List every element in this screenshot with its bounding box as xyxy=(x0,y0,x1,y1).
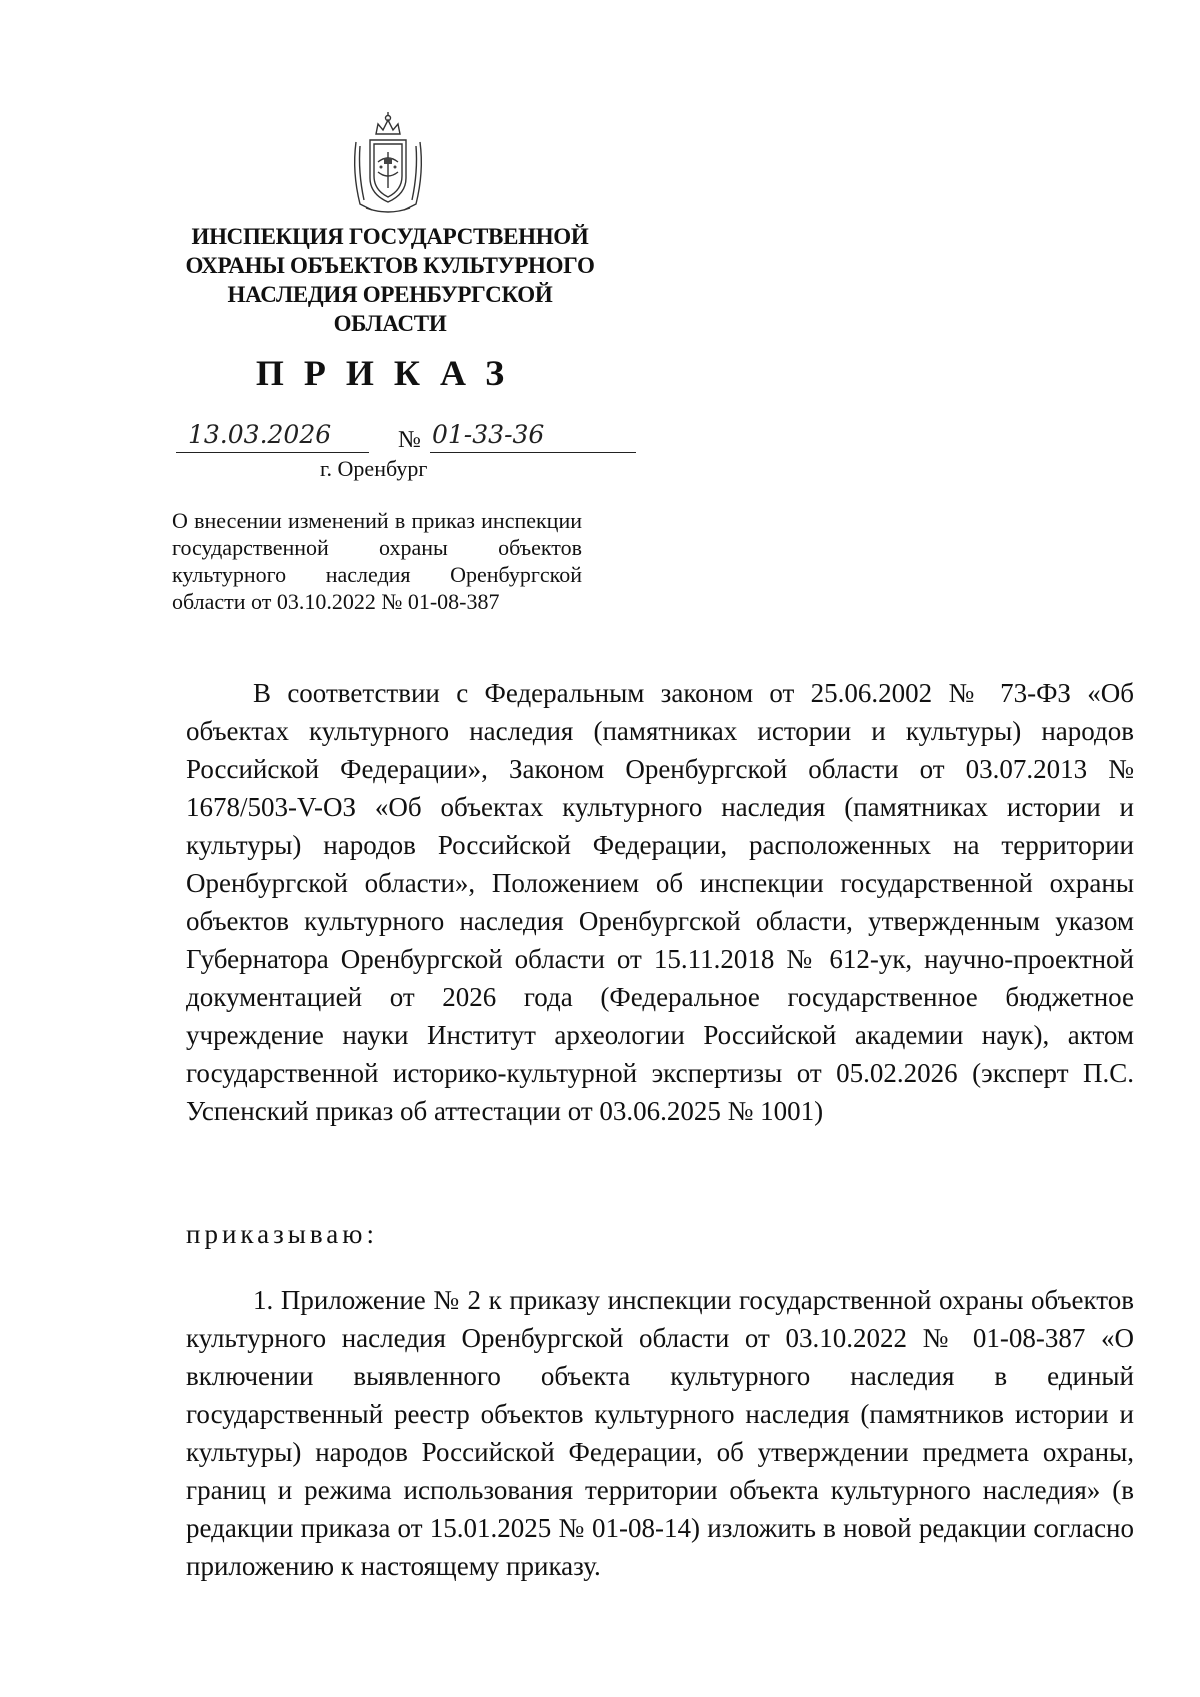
number-underline xyxy=(430,452,636,453)
document-number: 01-33-36 xyxy=(432,420,545,449)
city-name: г. Оренбург xyxy=(320,456,428,481)
order-word: приказываю: xyxy=(186,1219,378,1249)
preamble-paragraph: В соответствии с Федеральным законом от 25.06.2002 № 73-ФЗ «Об объектах культурного наследия (памятниках истории и культуры) народов Российской Федерации», Законом Оренбургской области от 03.07.2013 № 1678/503-V-ОЗ «Об объектах культурного наследия (памятниках истории и культуры) народов Российской Федерации, расположенных на территории Оренбургской области», Положением об инспекции государственной охраны объектов культурного наследия Оренбургской области, утвержденным указом Губернатора Оренбургской области от 15.11.2018 № 612-ук, научно-проектной документацией от 2026 года (Федеральное государственное бюджетное учреждение науки Институт археологии Российской академии наук), актом государственной историко-культурной экспертизы от 05.02.2026 (эксперт П.С. Успенский приказ об аттестации от 03.06.2025 № 1001) xyxy=(186,678,1134,1126)
organization-line: ИНСПЕКЦИЯ ГОСУДАРСТВЕННОЙ xyxy=(191,224,589,249)
organization-name xyxy=(155,222,625,338)
organization-line: ОХРАНЫ ОБЪЕКТОВ КУЛЬТУРНОГО xyxy=(185,253,595,278)
document-type-title: ПРИКАЗ xyxy=(255,353,525,393)
organization-line: НАСЛЕДИЯ ОРЕНБУРГСКОЙ xyxy=(227,282,553,307)
document-date: 13.03.2026 xyxy=(188,420,332,449)
order-item-1: 1. Приложение № 2 к приказу инспекции государственной охраны объектов культурного наследия Оренбургской области от 03.10.2022 № 01-08-387 «О включении выявленного объекта культурного наследия в единый государственный реестр объектов культурного наследия (памятников истории и культуры) народов Российской Федерации, об утверждении предмета охраны, границ и режима использования территории объекта культурного наследия» (в редакции приказа от 15.01.2025 № 01-08-14) изложить в новой редакции согласно приложению к настоящему приказу. xyxy=(186,1285,1134,1581)
document-subject: О внесении изменений в приказ инспекции государственной охраны объектов культурного наследия Оренбургской области от 03.10.2022 № 01-08-387 xyxy=(172,508,582,614)
number-sign: № xyxy=(398,427,421,453)
date-underline xyxy=(176,452,369,453)
registration-line xyxy=(170,420,730,456)
coat-of-arms-icon xyxy=(348,112,428,216)
organization-line: ОБЛАСТИ xyxy=(333,311,447,336)
